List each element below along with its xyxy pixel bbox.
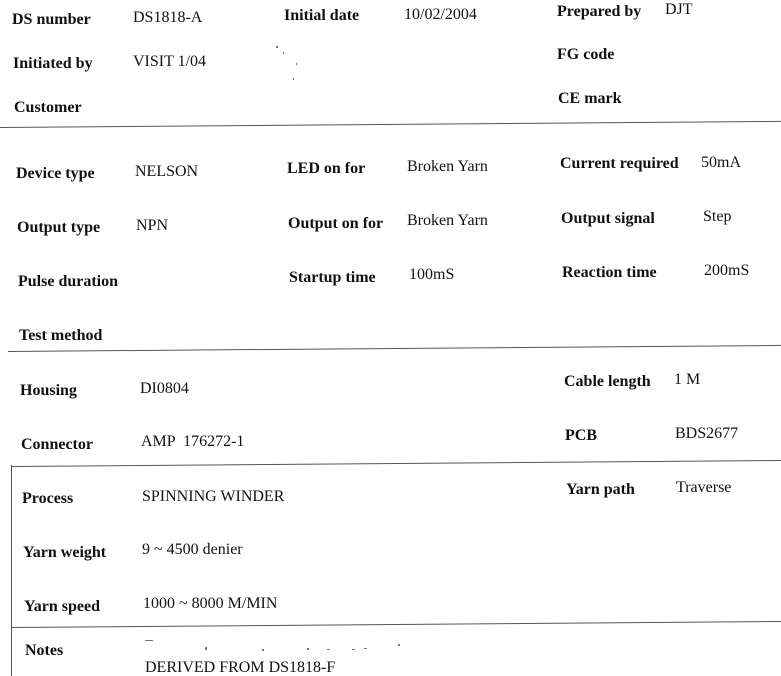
output-type-value: NPN — [136, 217, 169, 234]
current-required-value: 50mA — [701, 154, 741, 171]
output-on-for-label: Output on for — [288, 215, 384, 232]
yarn-weight-value: 9 ~ 4500 denier — [142, 541, 243, 558]
reaction-time-label: Reaction time — [562, 264, 657, 281]
startup-time-label: Startup time — [289, 269, 376, 286]
output-signal-value: Step — [703, 208, 732, 225]
yarn-speed-value: 1000 ~ 8000 M/MIN — [143, 595, 278, 612]
cable-length-label: Cable length — [564, 373, 651, 390]
connector-value: AMP 176272-1 — [141, 433, 245, 450]
section-divider — [11, 621, 781, 628]
section-divider — [11, 460, 781, 467]
scan-speck — [327, 649, 330, 650]
process-label: Process — [22, 490, 74, 507]
prepared-by-value: DJT — [665, 1, 693, 18]
customer-label: Customer — [14, 99, 82, 116]
prepared-by-label: Prepared by — [557, 3, 642, 20]
current-required-label: Current required — [560, 155, 679, 172]
ds-number-value: DS1818-A — [133, 9, 203, 26]
output-on-for-value: Broken Yarn — [407, 212, 488, 229]
output-type-label: Output type — [17, 219, 101, 236]
yarn-path-label: Yarn path — [566, 481, 635, 498]
initial-date-value: 10/02/2004 — [404, 6, 477, 23]
yarn-speed-label: Yarn speed — [24, 598, 101, 615]
housing-value: DI0804 — [140, 380, 189, 397]
scan-speck — [145, 640, 153, 641]
scan-speck — [205, 647, 207, 650]
left-margin-line — [11, 465, 12, 676]
notes-text: DERIVED FROM DS1818-F — [145, 659, 336, 676]
ce-mark-label: CE mark — [558, 90, 622, 107]
ds-number-label: DS number — [12, 11, 91, 28]
test-method-label: Test method — [19, 327, 103, 344]
scan-speck — [262, 649, 264, 651]
notes-label: Notes — [25, 642, 64, 659]
section-divider — [8, 345, 781, 352]
pcb-value: BDS2677 — [675, 425, 739, 442]
scan-speck — [276, 46, 278, 48]
scan-speck — [293, 78, 294, 80]
fg-code-label: FG code — [557, 46, 615, 63]
device-type-value: NELSON — [135, 163, 199, 180]
pulse-duration-label: Pulse duration — [18, 273, 119, 290]
scan-speck — [296, 63, 297, 65]
housing-label: Housing — [20, 382, 77, 399]
led-on-for-label: LED on for — [287, 160, 366, 177]
initiated-by-label: Initiated by — [13, 55, 93, 72]
process-value: SPINNING WINDER — [142, 488, 285, 505]
initiated-by-value: VISIT 1/04 — [133, 53, 207, 70]
scan-speck — [364, 648, 367, 649]
scan-speck — [307, 648, 309, 650]
initial-date-label: Initial date — [284, 7, 360, 24]
yarn-path-value: Traverse — [676, 479, 732, 496]
scan-speck — [283, 52, 284, 54]
cable-length-value: 1 M — [674, 371, 701, 388]
reaction-time-value: 200mS — [704, 262, 750, 279]
startup-time-value: 100mS — [409, 266, 455, 283]
led-on-for-value: Broken Yarn — [407, 158, 488, 175]
section-divider — [0, 121, 781, 128]
yarn-weight-label: Yarn weight — [23, 544, 107, 561]
connector-label: Connector — [21, 436, 93, 453]
scan-speck — [352, 649, 355, 650]
output-signal-label: Output signal — [561, 210, 655, 227]
pcb-label: PCB — [565, 427, 597, 444]
device-type-label: Device type — [16, 165, 95, 182]
scan-speck — [398, 644, 400, 646]
